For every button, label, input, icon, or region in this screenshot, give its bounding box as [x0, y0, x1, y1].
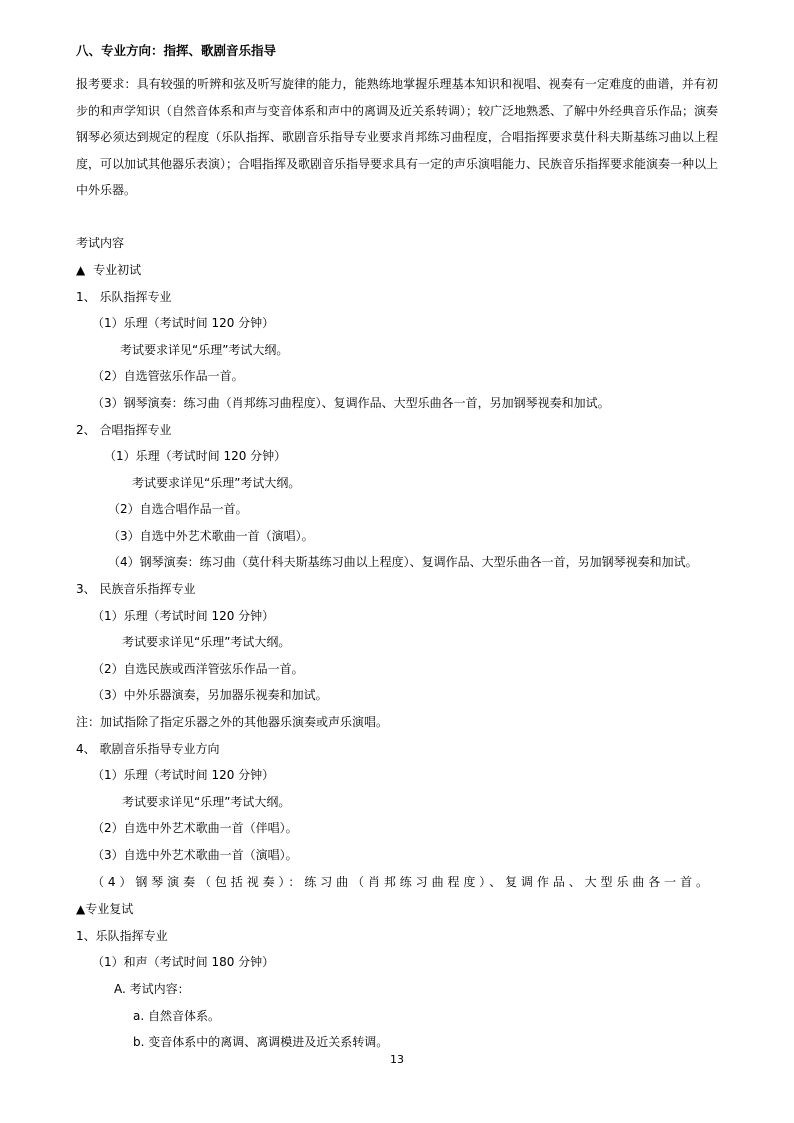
triangle-icon: ▲: [76, 902, 86, 916]
item-2-4: （4）钢琴演奏：练习曲（莫什科夫斯基练习曲以上程度）、复调作品、大型乐曲各一首，另加钢琴视奏和加试。: [108, 555, 698, 569]
item-2-3: （3）自选中外艺术歌曲一首（演唱）。: [108, 529, 314, 543]
item-2-1: （1）乐理（考试时间 120 分钟）: [104, 449, 287, 463]
item-1-1: （1）乐理（考试时间 120 分钟）: [92, 316, 275, 330]
item-4-2: （2）自选中外艺术歌曲一首（伴唱）。: [92, 821, 298, 835]
item-1-3: （3）钢琴演奏：练习曲（肖邦练习曲程度）、复调作品、大型乐曲各一首，另加钢琴视奏和加试。: [92, 396, 610, 410]
retest-item-1-1-A: A. 考试内容：: [114, 982, 190, 996]
exam-content-heading: 考试内容: [76, 236, 125, 250]
item-2-1-note: 考试要求详见“乐理”考试大纲。: [132, 476, 301, 490]
item-1: 1、 乐队指挥专业: [76, 290, 172, 304]
item-1-1-note: 考试要求详见“乐理”考试大纲。: [120, 343, 289, 357]
requirements-paragraph: 报考要求：具有较强的听辨和弦及听写旋律的能力，能熟练地掌握乐理基本知识和视唱、视奏有一定难度的曲谱，并有初步的和声学知识（自然音体系和声与变音体系和声中的离调及近关系转调）；较广泛地熟悉、了解中外经典音乐作品；演奏钢琴必须达到规定的程度（乐队指挥、歌剧音乐指导专业要求肖邦练习曲程度，合唱指挥要求莫什科夫斯基练习曲以上程度，可以加试其他器乐表演）；合唱指挥及歌剧音乐指导要求具有一定的声乐演唱能力、民族音乐指挥要求能演奏一种以上中外乐器。: [76, 77, 719, 197]
item-4-3: （3）自选中外艺术歌曲一首（演唱）。: [92, 848, 298, 862]
page-number: 13: [390, 1053, 404, 1066]
item-3-3: （3）中外乐器演奏，另加器乐视奏和加试。: [92, 688, 328, 702]
item-3-1: （1）乐理（考试时间 120 分钟）: [92, 609, 275, 623]
note: 注：加试指除了指定乐器之外的其他器乐演奏或声乐演唱。: [76, 715, 389, 729]
triangle-icon: ▲: [76, 263, 86, 277]
item-1-2: （2）自选管弦乐作品一首。: [92, 369, 244, 383]
item-3-1-note: 考试要求详见“乐理”考试大纲。: [122, 635, 291, 649]
retest-item-1-1-A-a: a. 自然音体系。: [133, 1009, 220, 1023]
item-2: 2、 合唱指挥专业: [76, 423, 172, 437]
item-4: 4、 歌剧音乐指导专业方向: [76, 742, 220, 756]
retest-item-1-1: （1）和声（考试时间 180 分钟）: [92, 955, 275, 969]
retest-item-1: 1、乐队指挥专业: [76, 929, 168, 943]
item-3-2: （2）自选民族或西洋管弦乐作品一首。: [92, 662, 304, 676]
item-4-1: （1）乐理（考试时间 120 分钟）: [92, 768, 275, 782]
item-4-1-note: 考试要求详见“乐理”考试大纲。: [122, 795, 291, 809]
prelim-heading: ▲ 专业初试: [76, 263, 142, 277]
section-title: 八、专业方向：指挥、歌剧音乐指导: [76, 43, 277, 58]
retest-item-1-1-A-b: b. 变音体系中的离调、离调模进及近关系转调。: [133, 1035, 389, 1049]
item-2-2: （2）自选合唱作品一首。: [108, 502, 248, 516]
item-4-4: （4）钢琴演奏（包括视奏）：练习曲（肖邦练习曲程度）、复调作品、大型乐曲各一首。: [92, 875, 711, 889]
item-3: 3、 民族音乐指挥专业: [76, 582, 196, 596]
retest-heading: ▲专业复试: [76, 902, 134, 916]
